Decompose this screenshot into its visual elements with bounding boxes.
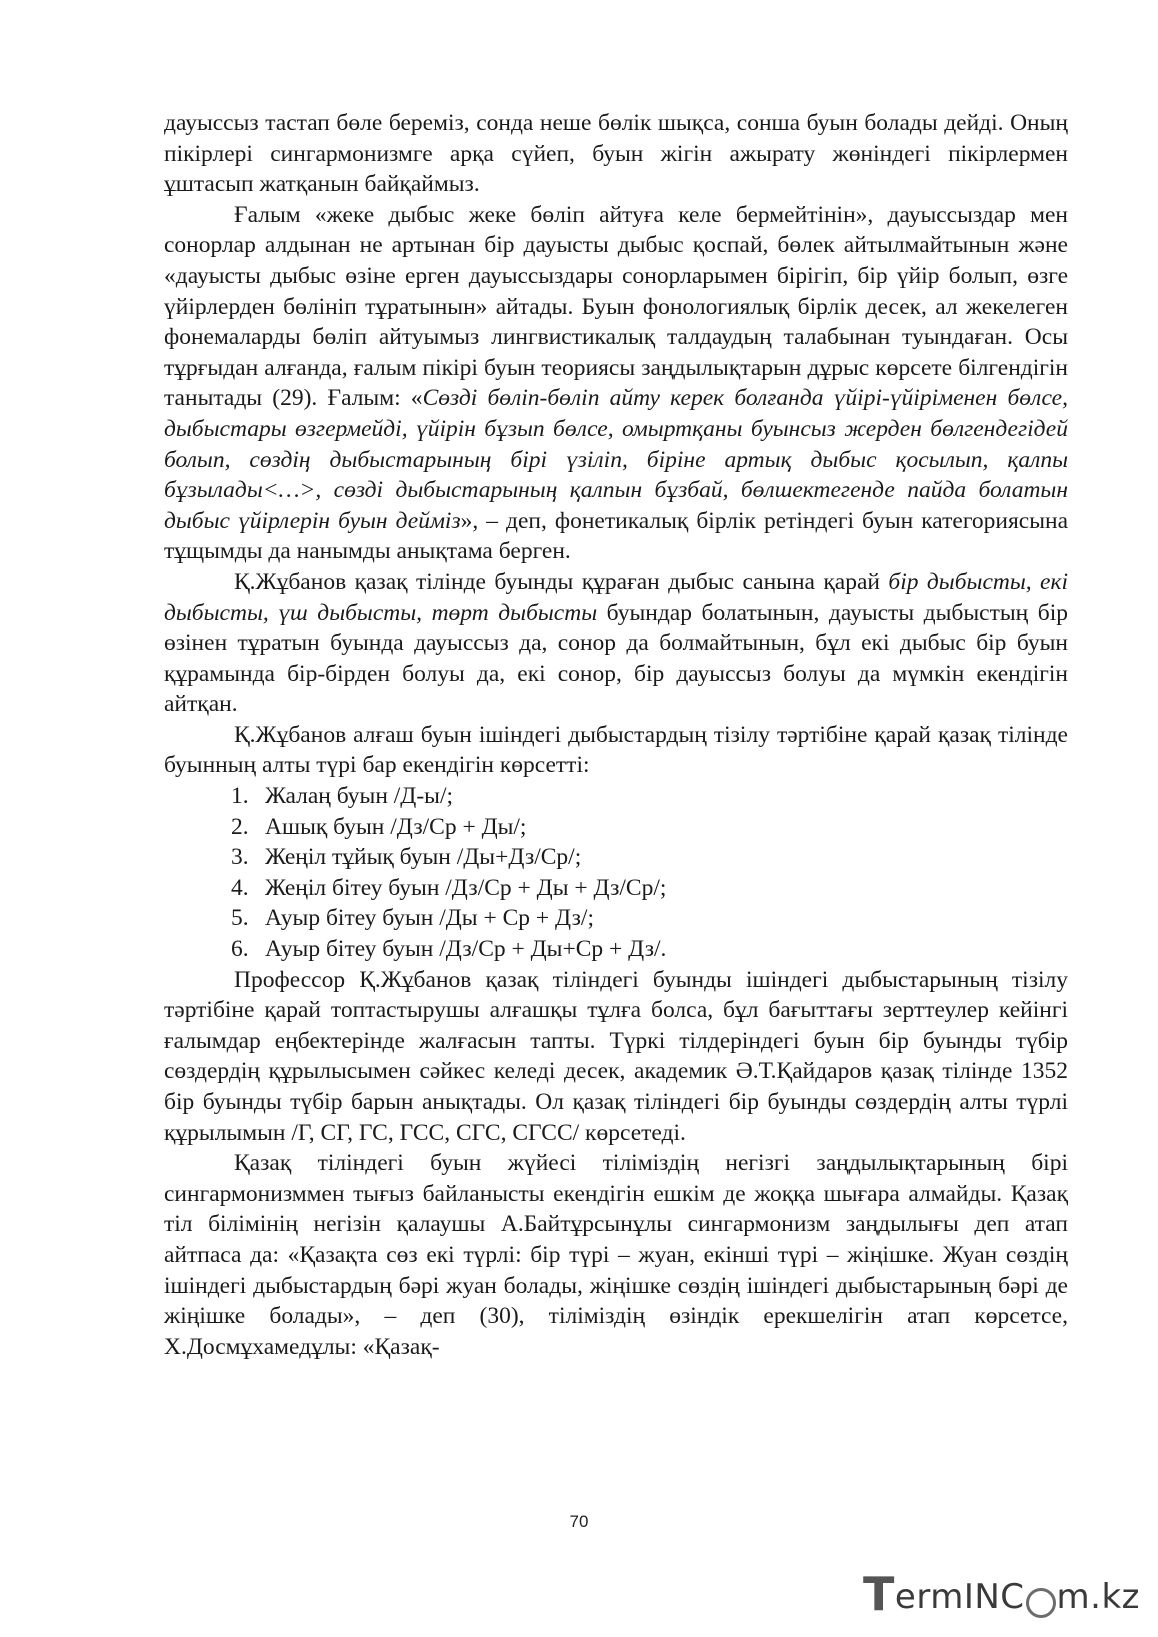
italic-quote: бір дыбысты, екі дыбысты, үш дыбысты, төрт дыбысты <box>164 568 1069 626</box>
paragraph <box>164 108 1068 200</box>
list-text: Ауыр бітеу буын /Ды + Ср + Дз/; <box>265 905 594 932</box>
paragraph-text: буындар болатынын, дауысты дыбыстың бір өзінен тұратын буында дауыссыз да, сонор да болмайтынын, бұл екі дыбыс бір буын құрамында бір-бірден болуы да, екі сонор, бір дауыссыз болуы да мүмкін екендігін айтқан. <box>164 599 1068 718</box>
italic-quote: Сөзді бөліп-бөліп айту керек болғанда үйірі-үйіріменен бөлсе, дыбыстары өзгермейді, үйірін бұзып бөлсе, омыртқаны буынсыз жерден бөлгендегідей болып, сөздің дыбыстарының бірі үзіліп, біріне артық дыбыс қосылып, қалпы бұзылады<…>, сөзді дыбыстарының қалпын бұзбай, бөлшектегенде пайда болатын дыбыс үйірлерін буын дейміз <box>164 385 1068 534</box>
paragraph <box>164 965 1068 1149</box>
syllable-type-item <box>231 934 1068 965</box>
watermark-text-1: ermINC <box>894 1577 1025 1617</box>
syllable-type-item <box>231 842 1068 873</box>
paragraphs-after-list <box>164 965 1068 1363</box>
watermark-t-letter: T <box>863 1567 895 1621</box>
syllable-type-item <box>231 781 1068 812</box>
watermark-text-2: m.kz <box>1056 1577 1140 1617</box>
list-number: 1. <box>231 783 249 810</box>
syllable-type-item <box>231 812 1068 843</box>
list-text: Жеңіл бітеу буын /Дз/Ср + Ды + Дз/Ср/; <box>265 874 667 901</box>
document-body <box>164 108 1068 1362</box>
paragraph <box>164 567 1068 720</box>
page-number: 70 <box>569 1512 589 1531</box>
paragraph <box>164 200 1068 567</box>
list-text: Жалаң буын /Д-ы/; <box>265 783 453 810</box>
paragraph-text: Ғалым «жеке дыбыс жеке бөліп айтуға келе бермейтінін», дауыссыздар мен сонорлар алдынан не артынан бір дауысты дыбыс қоспай, бөлек айтылмайтынын және «дауысты дыбыс өзіне ерген дауыссыздары сонорларымен бірігіп, бір үйір болып, өзге үйірлерден бөлініп тұратынын» айтады. Буын фонологиялық бірлік десек, ал жекелеген фонемаларды бөліп айтуымыз лингвистикалық талдаудың талабынан туындаған. Осы тұрғыдан алғанда, ғалым пікірі буын теориясы заңдылықтарын дұрыс көрсете білгендігін танытады (29). Ғалым: « <box>164 201 1068 412</box>
paragraph-text: дауыссыз тастап бөле береміз, сонда неше бөлік шықса, сонша буын болады дейді. Оның пікірлері сингармонизмге арқа сүйеп, буын жігін ажырату жөніндегі пікірлермен ұштасып жатқанын байқаймыз. <box>164 110 1068 198</box>
syllable-type-item <box>231 873 1068 904</box>
paragraph-text: Профессор Қ.Жұбанов қазақ тіліндегі буынды ішіндегі дыбыстарының тізілу тәртібіне қарай топтастырушы алғашқы тұлға болса, бұл бағыттағы зерттеулер кейінгі ғалымдар еңбектерінде жалғасын тапты. Түркі тілдеріндегі буын бір буынды түбір сөздердің құрылысымен сәйкес келеді десек, академик Ә.Т.Қайдаров қазақ тілінде 1352 бір буынды түбір барын анықтады. Ол қазақ тіліндегі бір буынды сөздердің алты түрлі құрылымын /Г, СГ, ГС, ГСС, СГС, СГСС/ көрсетеді. <box>164 966 1068 1146</box>
paragraphs-before-list <box>164 108 1068 781</box>
list-number: 6. <box>231 936 249 963</box>
syllable-types-list <box>164 781 1068 965</box>
list-text: Ашық буын /Дз/Ср + Ды/; <box>265 813 527 840</box>
paragraph-text: », – деп, фонетикалық бірлік ретіндегі буын категориясына тұщымды да нанымды анықтама берген. <box>164 507 1068 565</box>
list-number: 3. <box>231 844 249 871</box>
termincom-watermark[interactable] <box>863 1567 1140 1621</box>
list-text: Жеңіл тұйық буын /Ды+Дз/Ср/; <box>265 844 582 871</box>
list-number: 2. <box>231 813 249 840</box>
list-number: 4. <box>231 874 249 901</box>
magnifier-icon <box>1026 1588 1056 1618</box>
paragraph <box>164 720 1068 781</box>
paragraph-text: Қ.Жұбанов қазақ тілінде буынды құраған дыбыс санына қарай <box>234 568 889 595</box>
paragraph-text: Қазақ тіліндегі буын жүйесі тіліміздің негізгі заңдылықтарының бірі сингармонизммен тығыз байланысты екендігін ешкім де жоққа шығара алмайды. Қазақ тіл білімінің негізін қалаушы А.Байтұрсынұлы сингармонизм заңдылығы деп атап айтпаса да: «Қазақта сөз екі түрлі: бір түрі – жуан, екінші түрі – жіңішке. Жуан сөздің ішіндегі дыбыстардың бәрі жуан болады, жіңішке сөздің ішіндегі дыбыстарының бәрі де жіңішке болады», – деп (30), тіліміздің өзіндік ерекшелігін атап көрсетсе, Х.Досмұхамедұлы: «Қазақ- <box>164 1150 1068 1360</box>
list-text: Ауыр бітеу буын /Дз/Ср + Ды+Ср + Дз/. <box>265 936 667 963</box>
paragraph-text: Қ.Жұбанов алғаш буын ішіндегі дыбыстардың тізілу тәртібіне қарай қазақ тілінде буынның алты түрі бар екендігін көрсетті: <box>164 721 1068 779</box>
list-number: 5. <box>231 905 249 932</box>
paragraph <box>164 1148 1068 1362</box>
syllable-type-item <box>231 903 1068 934</box>
